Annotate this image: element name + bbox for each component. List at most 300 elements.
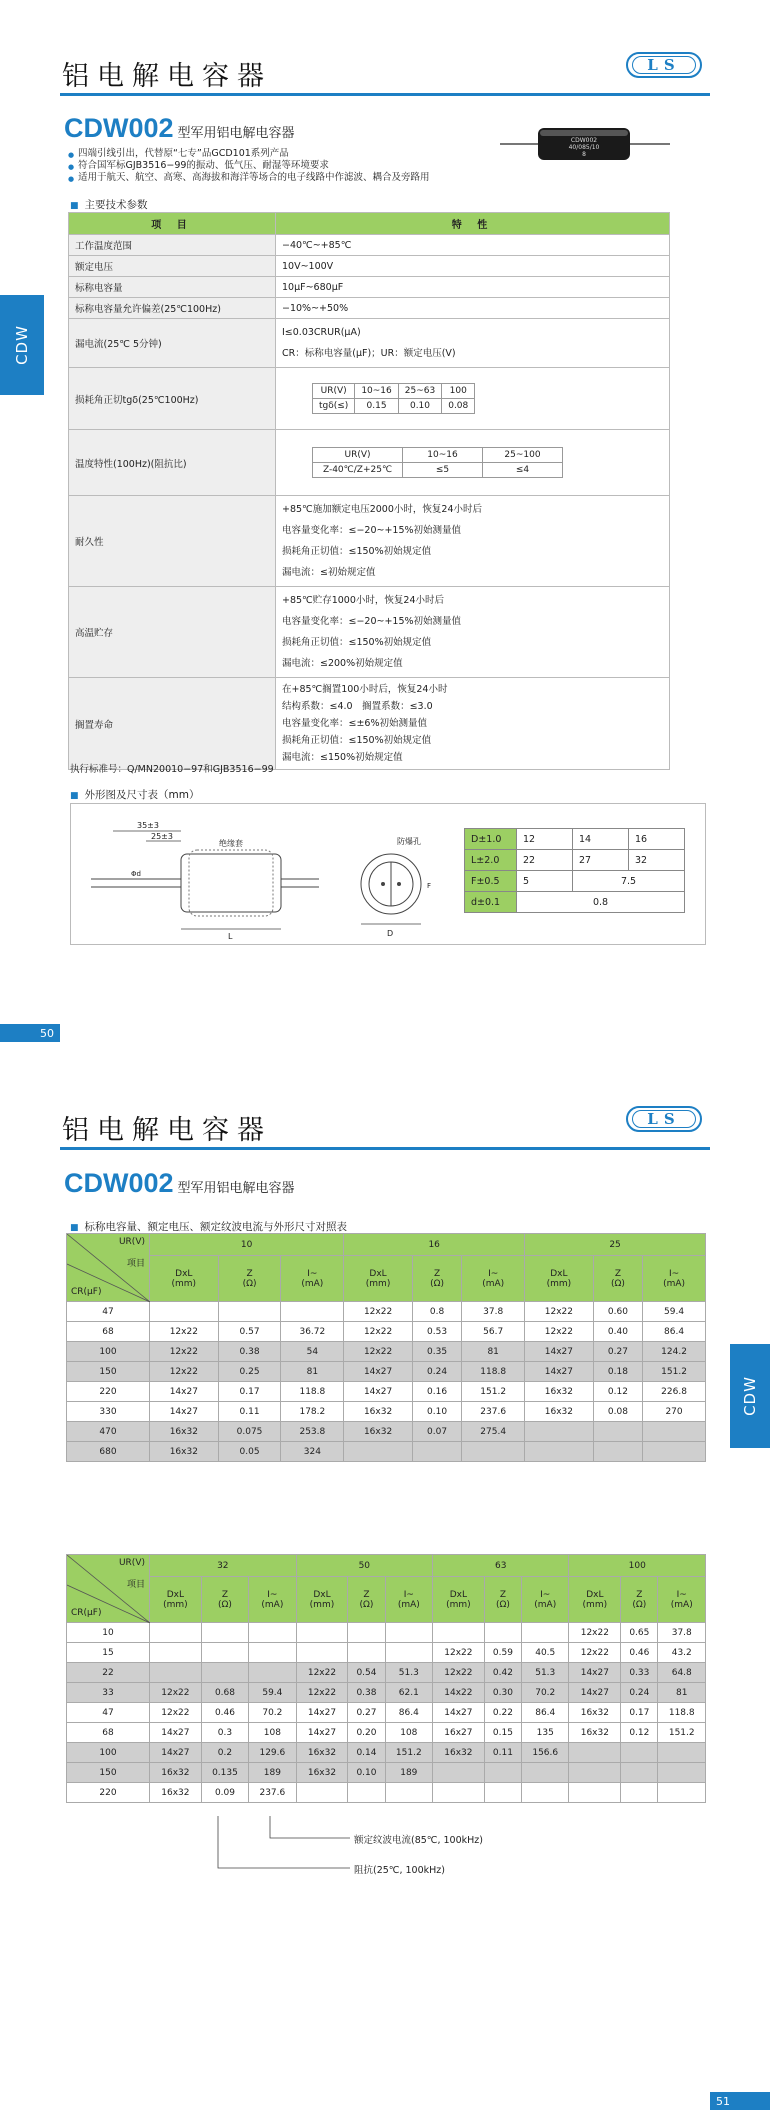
column-header: I~ (mA)	[281, 1256, 344, 1302]
data-cell: 0.33	[621, 1663, 658, 1683]
data-cell	[348, 1623, 385, 1643]
column-header: Z (Ω)	[484, 1577, 521, 1623]
standard-note: 执行标准号：Q/MN20010−97和GJB3516−99	[70, 764, 274, 775]
data-cell	[296, 1623, 348, 1643]
corner-header: UR(V) 项目 CR(μF)	[67, 1234, 150, 1302]
column-header: I~ (mA)	[249, 1577, 296, 1623]
data-cell: 0.135	[201, 1763, 248, 1783]
data-cell: 12x22	[525, 1322, 594, 1342]
data-cell: 16x32	[150, 1783, 202, 1803]
data-cell: 12x22	[296, 1663, 348, 1683]
rating-table-1	[66, 1233, 706, 1462]
column-header: Z (Ω)	[218, 1256, 281, 1302]
capacitance-cell: 68	[67, 1322, 150, 1342]
capacitance-cell: 100	[67, 1743, 150, 1763]
column-header: Z (Ω)	[412, 1256, 461, 1302]
data-cell: 0.09	[201, 1783, 248, 1803]
data-cell: 12x22	[569, 1643, 621, 1663]
capacitance-cell: 220	[67, 1783, 150, 1803]
data-cell	[249, 1643, 296, 1663]
header-rule	[60, 93, 710, 96]
data-cell: 14x22	[433, 1683, 485, 1703]
data-cell: 12x22	[344, 1322, 413, 1342]
data-cell	[249, 1663, 296, 1683]
spec-label: 漏电流(25℃ 5分钟)	[69, 319, 276, 368]
column-header: I~ (mA)	[462, 1256, 525, 1302]
data-cell	[658, 1763, 706, 1783]
voltage-header: 50	[296, 1555, 432, 1577]
model-heading	[64, 113, 295, 144]
data-cell: 151.2	[462, 1382, 525, 1402]
data-cell: 270	[643, 1402, 706, 1422]
data-cell	[593, 1422, 642, 1442]
data-cell: 59.4	[643, 1302, 706, 1322]
outline-section-heading: ■ 外形图及尺寸表（mm）	[70, 787, 199, 802]
data-cell: 14x27	[344, 1362, 413, 1382]
data-cell: 0.20	[348, 1723, 385, 1743]
column-header: DxL (mm)	[525, 1256, 594, 1302]
data-cell: 108	[249, 1723, 296, 1743]
data-cell: 0.08	[593, 1402, 642, 1422]
data-cell: 14x27	[525, 1342, 594, 1362]
data-cell: 0.10	[412, 1402, 461, 1422]
data-cell: 16x32	[525, 1402, 594, 1422]
data-cell: 16x32	[296, 1743, 348, 1763]
data-cell	[150, 1623, 202, 1643]
svg-text:F: F	[427, 882, 432, 890]
data-cell	[433, 1783, 485, 1803]
data-cell	[201, 1623, 248, 1643]
data-cell: 16x32	[344, 1422, 413, 1442]
data-cell	[569, 1783, 621, 1803]
table-row	[67, 1643, 706, 1663]
data-cell: 0.60	[593, 1302, 642, 1322]
model-subtitle: 型军用铝电解电容器	[177, 126, 295, 141]
table-row	[67, 1703, 706, 1723]
column-header: DxL (mm)	[344, 1256, 413, 1302]
data-cell: 70.2	[249, 1703, 296, 1723]
data-cell	[621, 1743, 658, 1763]
data-cell: 108	[385, 1723, 432, 1743]
svg-text:绝缘套: 绝缘套	[219, 839, 243, 848]
feature-item: ● 符合国军标GJB3516−99的振动、低气压、耐湿等环境要求	[68, 160, 430, 172]
data-cell: 12x22	[150, 1362, 219, 1382]
data-cell: 36.72	[281, 1322, 344, 1342]
data-cell: 0.57	[218, 1322, 281, 1342]
rating-table-heading: ■ 标称电容量、额定电压、额定纹波电流与外形尺寸对照表	[70, 1219, 347, 1234]
data-cell: 0.54	[348, 1663, 385, 1683]
column-header: Z (Ω)	[621, 1577, 658, 1623]
data-cell: 0.27	[593, 1342, 642, 1362]
cap-label-3: 8	[582, 151, 586, 158]
data-cell	[201, 1643, 248, 1663]
data-cell: 12x22	[150, 1703, 202, 1723]
feature-list	[68, 148, 430, 184]
spec-label: 工作温度范围	[69, 235, 276, 256]
data-cell	[348, 1783, 385, 1803]
data-cell: 40.5	[522, 1643, 569, 1663]
voltage-header: 16	[344, 1234, 525, 1256]
capacitance-cell: 68	[67, 1723, 150, 1743]
data-cell: 0.68	[201, 1683, 248, 1703]
column-header: I~ (mA)	[643, 1256, 706, 1302]
data-cell: 16x32	[569, 1723, 621, 1743]
table-row	[67, 1623, 706, 1643]
data-cell: 16x32	[433, 1743, 485, 1763]
data-cell: 16x32	[150, 1422, 219, 1442]
data-cell	[484, 1623, 521, 1643]
data-cell	[658, 1743, 706, 1763]
impedance-ratio-subtable: UR(V) 10~16 25~100 Z-40℃/Z+25℃ ≤5 ≤4	[276, 430, 670, 496]
data-cell: 12x22	[296, 1683, 348, 1703]
data-cell: 118.8	[462, 1362, 525, 1382]
data-cell: 0.2	[201, 1743, 248, 1763]
data-cell	[218, 1302, 281, 1322]
data-cell: 178.2	[281, 1402, 344, 1422]
data-cell: 0.35	[412, 1342, 461, 1362]
data-cell: 16x32	[296, 1763, 348, 1783]
table-row	[67, 1723, 706, 1743]
data-cell: 12x22	[344, 1342, 413, 1362]
model-subtitle: 型军用铝电解电容器	[177, 1181, 295, 1196]
tan-delta-subtable: UR(V) 10~16 25~63 100 tgδ(≤) 0.15 0.10 0.08	[276, 368, 670, 430]
svg-text:防爆孔: 防爆孔	[397, 837, 421, 846]
data-cell	[433, 1623, 485, 1643]
data-cell: 14x27	[150, 1743, 202, 1763]
data-cell: 151.2	[643, 1362, 706, 1382]
data-cell: 81	[462, 1342, 525, 1362]
data-cell: 324	[281, 1442, 344, 1462]
side-tab-right: CDW	[730, 1344, 770, 1448]
svg-text:25±3: 25±3	[151, 832, 173, 841]
data-cell: 0.30	[484, 1683, 521, 1703]
data-cell	[462, 1442, 525, 1462]
data-cell: 0.07	[412, 1422, 461, 1442]
data-cell	[484, 1763, 521, 1783]
data-cell: 0.12	[621, 1723, 658, 1743]
column-header: DxL (mm)	[433, 1577, 485, 1623]
data-cell	[296, 1643, 348, 1663]
data-cell: 0.24	[412, 1362, 461, 1382]
data-cell: 64.8	[658, 1663, 706, 1683]
data-cell: 12x22	[150, 1342, 219, 1362]
data-cell	[433, 1763, 485, 1783]
page-title: 铝电解电容器	[62, 61, 272, 92]
page-number-right: 51	[710, 2092, 770, 2110]
data-cell: 0.12	[593, 1382, 642, 1402]
data-cell: 0.17	[621, 1703, 658, 1723]
corner-header: UR(V) 项目 CR(μF)	[67, 1555, 150, 1623]
capacitance-cell: 470	[67, 1422, 150, 1442]
data-cell: 12x22	[433, 1663, 485, 1683]
spec-value: −10%~+50%	[276, 298, 670, 319]
capacitance-cell: 10	[67, 1623, 150, 1643]
rating-table-2	[66, 1554, 706, 1803]
data-cell: 86.4	[522, 1703, 569, 1723]
data-cell: 0.24	[621, 1683, 658, 1703]
data-cell: 14x27	[296, 1703, 348, 1723]
data-cell: 81	[281, 1362, 344, 1382]
spec-label: 额定电压	[69, 256, 276, 277]
column-header: Z (Ω)	[348, 1577, 385, 1623]
annotation-lines	[200, 1816, 500, 1876]
column-header: DxL (mm)	[296, 1577, 348, 1623]
data-cell: 54	[281, 1342, 344, 1362]
spec-label: 高温贮存	[69, 587, 276, 678]
data-cell	[525, 1422, 594, 1442]
spec-value: −40℃~+85℃	[276, 235, 670, 256]
data-cell	[296, 1783, 348, 1803]
data-cell: 81	[658, 1683, 706, 1703]
data-cell: 0.10	[348, 1763, 385, 1783]
data-cell	[658, 1783, 706, 1803]
column-header: I~ (mA)	[522, 1577, 569, 1623]
data-cell: 14x27	[150, 1382, 219, 1402]
data-cell	[385, 1623, 432, 1643]
data-cell: 0.40	[593, 1322, 642, 1342]
data-cell: 189	[249, 1763, 296, 1783]
data-cell: 0.25	[218, 1362, 281, 1382]
data-cell	[412, 1442, 461, 1462]
data-cell	[150, 1302, 219, 1322]
data-cell: 0.14	[348, 1743, 385, 1763]
data-cell: 14x27	[150, 1723, 202, 1743]
table-row	[67, 1683, 706, 1703]
spec-label: 标称电容量	[69, 277, 276, 298]
ripple-annotation: 额定纹波电流(85℃, 100kHz)	[354, 1835, 483, 1846]
cap-label-1: CDW002	[570, 137, 598, 144]
capacitance-cell: 220	[67, 1382, 150, 1402]
data-cell: 14x27	[344, 1382, 413, 1402]
spec-head-item: 项 目	[69, 213, 276, 235]
table-row	[67, 1663, 706, 1683]
data-cell	[593, 1442, 642, 1462]
capacitance-cell: 47	[67, 1703, 150, 1723]
column-header: DxL (mm)	[150, 1577, 202, 1623]
data-cell: 14x27	[296, 1723, 348, 1743]
capacitance-cell: 100	[67, 1342, 150, 1362]
voltage-header: 25	[525, 1234, 706, 1256]
data-cell: 51.3	[522, 1663, 569, 1683]
data-cell: 12x22	[150, 1322, 219, 1342]
impedance-annotation: 阻抗(25℃, 100kHz)	[354, 1865, 445, 1876]
data-cell	[249, 1623, 296, 1643]
data-cell: 0.22	[484, 1703, 521, 1723]
spec-value: 10V~100V	[276, 256, 670, 277]
page-number-left: 50	[0, 1024, 60, 1042]
data-cell: 0.53	[412, 1322, 461, 1342]
cap-label-2: 40/085/10	[568, 144, 600, 151]
spec-value: +85℃贮存1000小时，恢复24小时后 电容量变化率：≤−20~+15%初始测量值 损耗角正切值：≤150%初始规定值 漏电流：≤200%初始规定值	[276, 587, 670, 678]
spec-value: 在+85℃搁置100小时后，恢复24小时 结构系数：≤4.0 搁置系数：≤3.0 电容量变化率：≤±6%初始测量值 损耗角正切值：≤150%初始规定值 漏电流：≤150%初始规定值	[276, 678, 670, 770]
data-cell: 124.2	[643, 1342, 706, 1362]
spec-table	[68, 212, 670, 770]
data-cell	[522, 1763, 569, 1783]
feature-item: ● 适用于航天、航空、高寒、高海拔和海洋等场合的电子线路中作滤波、耦合及旁路用	[68, 172, 430, 184]
data-cell	[569, 1763, 621, 1783]
data-cell	[522, 1623, 569, 1643]
page-title: 铝电解电容器	[62, 1115, 272, 1146]
data-cell: 16x32	[150, 1763, 202, 1783]
data-cell: 86.4	[385, 1703, 432, 1723]
voltage-header: 100	[569, 1555, 706, 1577]
capacitance-cell: 680	[67, 1442, 150, 1462]
table-row	[67, 1763, 706, 1783]
data-cell: 16x32	[150, 1442, 219, 1462]
capacitance-cell: 33	[67, 1683, 150, 1703]
data-cell: 14x27	[433, 1703, 485, 1723]
spec-value: +85℃施加额定电压2000小时，恢复24小时后 电容量变化率：≤−20~+15%初始测量值 损耗角正切值：≤150%初始规定值 漏电流：≤初始规定值	[276, 496, 670, 587]
data-cell: 237.6	[249, 1783, 296, 1803]
header-rule	[60, 1147, 710, 1150]
data-cell: 0.3	[201, 1723, 248, 1743]
voltage-header: 32	[150, 1555, 297, 1577]
data-cell: 0.8	[412, 1302, 461, 1322]
data-cell: 14x27	[569, 1663, 621, 1683]
data-cell: 0.42	[484, 1663, 521, 1683]
svg-text:Φd: Φd	[131, 870, 141, 878]
ls-logo: LS	[626, 1106, 702, 1132]
data-cell: 0.46	[201, 1703, 248, 1723]
spec-value: I≤0.03CRUR(μA) CR：标称电容量(μF)；UR：额定电压(V)	[276, 319, 670, 368]
data-cell: 0.27	[348, 1703, 385, 1723]
data-cell: 12x22	[150, 1683, 202, 1703]
data-cell: 16x32	[344, 1402, 413, 1422]
table-row	[67, 1362, 706, 1382]
outline-drawing-box	[70, 803, 706, 945]
data-cell: 16x32	[525, 1382, 594, 1402]
data-cell: 151.2	[385, 1743, 432, 1763]
column-header: Z (Ω)	[201, 1577, 248, 1623]
capacitance-cell: 150	[67, 1362, 150, 1382]
spec-label: 温度特性(100Hz)(阻抗比)	[69, 430, 276, 496]
data-cell: 0.075	[218, 1422, 281, 1442]
data-cell: 0.11	[484, 1743, 521, 1763]
model-code: CDW002	[64, 113, 174, 143]
data-cell	[201, 1663, 248, 1683]
capacitance-cell: 22	[67, 1663, 150, 1683]
data-cell: 12x22	[344, 1302, 413, 1322]
data-cell: 0.38	[218, 1342, 281, 1362]
data-cell: 237.6	[462, 1402, 525, 1422]
spec-label: 搁置寿命	[69, 678, 276, 770]
data-cell: 0.18	[593, 1362, 642, 1382]
data-cell: 12x22	[569, 1623, 621, 1643]
svg-text:L: L	[228, 932, 233, 941]
table-row	[67, 1783, 706, 1803]
voltage-header: 63	[433, 1555, 569, 1577]
data-cell: 62.1	[385, 1683, 432, 1703]
data-cell: 189	[385, 1763, 432, 1783]
spec-label: 损耗角正切tgδ(25℃100Hz)	[69, 368, 276, 430]
model-heading	[64, 1168, 295, 1199]
data-cell: 37.8	[658, 1623, 706, 1643]
data-cell: 51.3	[385, 1663, 432, 1683]
data-cell	[643, 1442, 706, 1462]
svg-text:35±3: 35±3	[137, 821, 159, 830]
data-cell: 43.2	[658, 1643, 706, 1663]
model-code: CDW002	[64, 1168, 174, 1198]
spec-label: 标称电容量允许偏差(25℃100Hz)	[69, 298, 276, 319]
data-cell: 151.2	[658, 1723, 706, 1743]
column-header: Z (Ω)	[593, 1256, 642, 1302]
data-cell: 0.38	[348, 1683, 385, 1703]
capacitance-cell: 330	[67, 1402, 150, 1422]
voltage-header: 10	[150, 1234, 344, 1256]
data-cell: 0.16	[412, 1382, 461, 1402]
data-cell: 86.4	[643, 1322, 706, 1342]
data-cell: 59.4	[249, 1683, 296, 1703]
data-cell	[643, 1422, 706, 1442]
table-row	[67, 1322, 706, 1342]
column-header: DxL (mm)	[150, 1256, 219, 1302]
data-cell: 12x22	[433, 1643, 485, 1663]
data-cell: 118.8	[281, 1382, 344, 1402]
data-cell: 16x32	[569, 1703, 621, 1723]
data-cell: 0.11	[218, 1402, 281, 1422]
data-cell: 14x27	[569, 1683, 621, 1703]
data-cell: 0.59	[484, 1643, 521, 1663]
data-cell	[484, 1783, 521, 1803]
data-cell	[621, 1763, 658, 1783]
ls-logo: LS	[626, 52, 702, 78]
data-cell: 70.2	[522, 1683, 569, 1703]
side-tab-left: CDW	[0, 295, 44, 395]
data-cell: 0.05	[218, 1442, 281, 1462]
spec-section-heading: ■ 主要技术参数	[70, 197, 148, 212]
capacitor-image	[500, 120, 670, 168]
data-cell	[344, 1442, 413, 1462]
table-row	[67, 1402, 706, 1422]
feature-item: ● 四端引线引出，代替原“七专”品GCD101系列产品	[68, 148, 430, 160]
data-cell	[621, 1783, 658, 1803]
capacitance-cell: 47	[67, 1302, 150, 1322]
data-cell: 12x22	[525, 1302, 594, 1322]
capacitance-cell: 150	[67, 1763, 150, 1783]
data-cell	[522, 1783, 569, 1803]
data-cell	[281, 1302, 344, 1322]
table-row	[67, 1382, 706, 1402]
data-cell	[150, 1663, 202, 1683]
data-cell: 226.8	[643, 1382, 706, 1402]
dimension-table: D±1.0 12 14 16 L±2.0 22 27 32 F±0.5 5 7.5 d±0.1 0.8	[464, 828, 685, 913]
data-cell: 16x27	[433, 1723, 485, 1743]
data-cell	[385, 1783, 432, 1803]
data-cell	[348, 1643, 385, 1663]
svg-text:D: D	[387, 929, 394, 938]
data-cell	[385, 1643, 432, 1663]
data-cell: 0.46	[621, 1643, 658, 1663]
data-cell	[525, 1442, 594, 1462]
capacitance-cell: 15	[67, 1643, 150, 1663]
data-cell: 253.8	[281, 1422, 344, 1442]
data-cell: 129.6	[249, 1743, 296, 1763]
data-cell: 156.6	[522, 1743, 569, 1763]
data-cell: 118.8	[658, 1703, 706, 1723]
data-cell: 0.17	[218, 1382, 281, 1402]
table-row	[67, 1302, 706, 1322]
data-cell: 0.15	[484, 1723, 521, 1743]
table-row	[67, 1422, 706, 1442]
column-header: DxL (mm)	[569, 1577, 621, 1623]
data-cell: 37.8	[462, 1302, 525, 1322]
spec-head-char: 特 性	[276, 213, 670, 235]
data-cell	[569, 1743, 621, 1763]
spec-label: 耐久性	[69, 496, 276, 587]
spec-value: 10μF~680μF	[276, 277, 670, 298]
column-header: I~ (mA)	[658, 1577, 706, 1623]
data-cell: 0.65	[621, 1623, 658, 1643]
